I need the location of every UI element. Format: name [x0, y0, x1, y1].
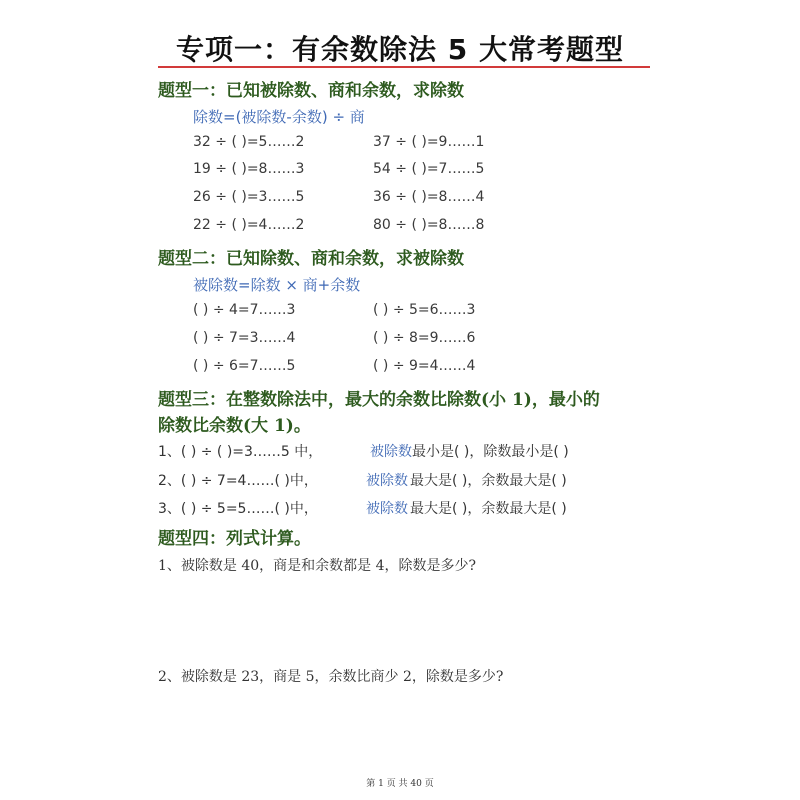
s4-question-1: 1、被除数是 40，商是和余数都是 4，除数是多少?: [158, 558, 477, 574]
s3-q2-highlight: 被除数: [366, 473, 408, 489]
s1-problem-6: 36 ÷ ( )=8……4: [373, 189, 485, 205]
s1-problem-8: 80 ÷ ( )=8……8: [373, 217, 485, 233]
s4-question-2: 2、被除数是 23，商是 5，余数比商少 2，除数是多少?: [158, 669, 504, 685]
section1-heading: 题型一：已知被除数、商和余数，求除数: [158, 81, 464, 101]
s2-problem-5: ( ) ÷ 6=7……5: [193, 358, 296, 374]
s2-problem-3: ( ) ÷ 7=3……4: [193, 330, 296, 346]
s2-problem-2: ( ) ÷ 5=6……3: [373, 302, 476, 318]
s2-problem-1: ( ) ÷ 4=7……3: [193, 302, 296, 318]
s2-problem-6: ( ) ÷ 9=4……4: [373, 358, 476, 374]
s1-problem-4: 54 ÷ ( )=7……5: [373, 161, 485, 177]
s1-problem-3: 19 ÷ ( )=8……3: [193, 161, 305, 177]
title-underline: [158, 66, 650, 68]
s3-q1-part-b: 最小是( )，除数最小是( ): [412, 444, 569, 460]
section2-heading: 题型二：已知除数、商和余数，求被除数: [158, 249, 464, 269]
s1-problem-5: 26 ÷ ( )=3……5: [193, 189, 305, 205]
section3-heading-line1: 题型三：在整数除法中，最大的余数比除数(小 1)，最小的: [158, 390, 600, 410]
s3-q1-part-a: 1、( ) ÷ ( )=3……5 中，: [158, 444, 323, 460]
s2-problem-4: ( ) ÷ 8=9……6: [373, 330, 476, 346]
section1-formula: 除数=(被除数-余数) ÷ 商: [193, 108, 365, 126]
s3-q3-part-a: 3、( ) ÷ 5=5……( )中，: [158, 501, 318, 517]
s1-problem-7: 22 ÷ ( )=4……2: [193, 217, 305, 233]
s1-problem-1: 32 ÷ ( )=5……2: [193, 134, 305, 150]
s3-q2-part-b: 最大是( )，余数最大是( ): [410, 473, 567, 489]
section3-heading-line2: 除数比余数(大 1)。: [158, 416, 311, 436]
s3-q2-part-a: 2、( ) ÷ 7=4……( )中，: [158, 473, 318, 489]
section4-heading: 题型四：列式计算。: [158, 529, 311, 549]
page-footer: 第 1 页 共 40 页: [366, 779, 434, 789]
s1-problem-2: 37 ÷ ( )=9……1: [373, 134, 485, 150]
s3-q3-highlight: 被除数: [366, 501, 408, 517]
section2-formula: 被除数=除数 × 商+余数: [193, 276, 361, 294]
s3-q1-highlight: 被除数: [370, 444, 412, 460]
page-title: 专项一：有余数除法 5 大常考题型: [176, 33, 624, 66]
s3-q3-part-b: 最大是( )，余数最大是( ): [410, 501, 567, 517]
